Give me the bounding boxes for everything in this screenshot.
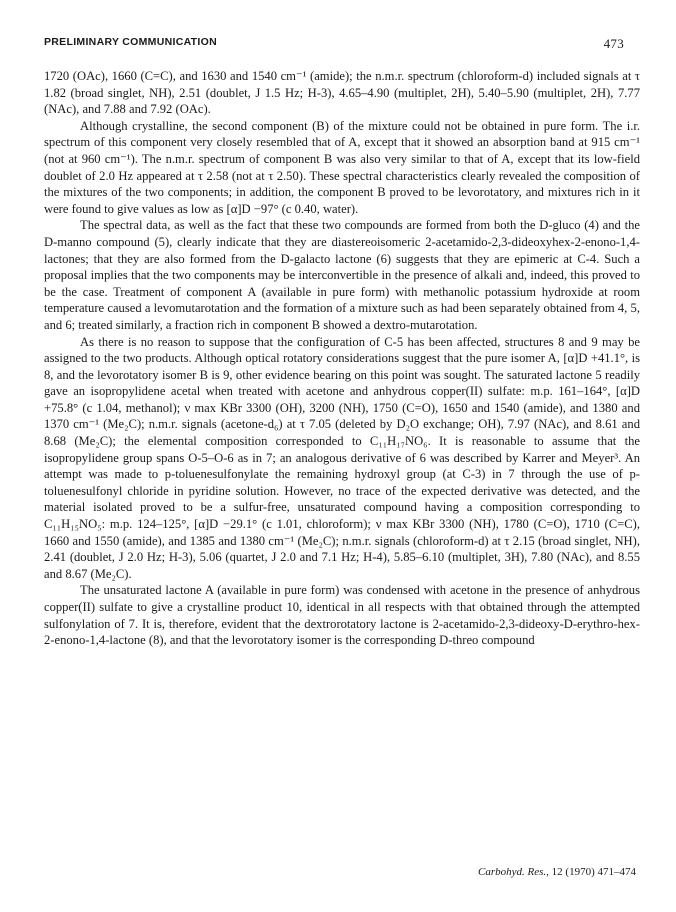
journal-footer [478, 866, 636, 878]
paragraph-2: Although crystalline, the second component (B) of the mixture could not be obtained in pure form. The i.r. spectrum of this component very closely resembled that of A, except that it showed an absorption band at 915 cm⁻¹ (not at 960 cm⁻¹). The n.m.r. spectrum of component B was also very similar to that of A, except that its low-field doublet of 2.0 Hz appeared at τ 2.58 (not at τ 2.50). These spectral characteristics clearly revealed the composition of the mixtures of the two components; in addition, the component B proved to be levorotatory, and mixtures rich in it were found to give values as low as [α]D −97° (c 0.40, water). [44, 118, 640, 216]
body-text [44, 68, 640, 649]
paragraph-1: 1720 (OAc), 1660 (C=C), and 1630 and 1540 cm⁻¹ (amide); the n.m.r. spectrum (chloroform-d) included signals at τ 1.82 (broad singlet, NH), 2.51 (doublet, J 1.5 Hz; H-3), 4.65–4.90 (multiplet, 2H), 5.40–5.90 (multiplet, 2H), 7.77 (NAc), and 7.88 and 7.92 (OAc). [44, 69, 640, 117]
paragraph-3: The spectral data, as well as the fact that these two compounds are formed from both the D-gluco (4) and the D-manno compound (5), clearly indicate that they are diastereoisomeric 2-acetamido-2,3-dideoxyhex-2-enono-1,4-lactones; that they are also formed from the D-galacto lactone (6) suggests that they are epimeric at C-4. Such a proposal implies that the two components may be interconvertible in the presence of alkali and, indeed, this proved to be the case. Treatment of component A (available in pure form) with methanolic potassium hydroxide at room temperature caused a levomutarotation and the formation of a mixture such as had been separately obtained from 4, 5, and 6; treated similarly, a fraction rich in component B showed a dextro-mutarotation. [44, 218, 640, 332]
page-number: 473 [603, 36, 624, 51]
paragraph-4: As there is no reason to suppose that the configuration of C-5 has been affected, structures 8 and 9 may be assigned to the two products. Although optical rotatory considerations suggest that the pure isomer A, [α]D +41.1°, is 8, and the levorotatory isomer B is 9, other evidence bearing on this point was sought. The saturated lactone 5 readily gave an isopropylidene acetal when treated with acetone and anhydrous copper(II) sulfate: m.p. 161–164°, [α]D +75.8° (c 1.04, methanol); ν max KBr 3300 (OH), 3200 (NH), 1750 (C=O), 1650 and 1540 (amide), and 1380 and 1370 cm⁻¹ (Me₂C); n.m.r. signals (acetone-d₆) at τ 7.05 (deleted by D₂O exchange; OH), 7.97 (NAc), and 8.61 and 8.68 (Me₂C); the elemental composition corresponded to C₁₁H₁₇NO₆. It is reasonable to assume that the isopropylidene group spans O-5–O-6 as in 7; an analogous derivative of 6 was described by Karrer and Meyer³. An attempt was made to p-toluenesulfonylate the remaining hydroxyl group (at C-3) in 7 through the use of p-toluenesulfonyl chloride in pyridine solution. However, no trace of the expected derivative was detected, and the material isolated proved to be a sulfur-free, unsaturated compound having a composition corresponding to C₁₁H₁₅NO₅: m.p. 124–125°, [α]D −29.1° (c 1.01, chloroform); ν max KBr 3300 (NH), 1780 (C=O), 1710 (C=C), 1660 and 1550 (amide), and 1385 and 1380 cm⁻¹ (Me₂C); n.m.r. signals (chloroform-d) at τ 2.15 (broad singlet, NH), 2.41 (doublet, J 2.0 Hz; H-3), 5.06 (quartet, J 2.0 and 7.1 Hz; H-4), 5.85–6.10 (multiplet, 3H), 7.80 (NAc), and 8.55 and 8.67 (Me₂C). [44, 334, 640, 581]
journal-name: Carbohyd. Res., [478, 866, 549, 878]
paragraph-5: The unsaturated lactone A (available in pure form) was condensed with acetone in the presence of anhydrous copper(II) sulfate to give a crystalline product 10, identical in all respects with that obtained through the attempted sulfonylation of 7. It is, therefore, evident that the dextrorotatory lactone is 2-acetamido-2,3-dideoxy-D-erythro-hex-2-enono-1,4-lactone (8), and that the levorotatory isomer is the corresponding D-threo compound [44, 583, 640, 648]
running-head [44, 36, 636, 51]
running-title: PRELIMINARY COMMUNICATION [44, 36, 217, 48]
journal-citation: 12 (1970) 471–474 [551, 866, 636, 878]
